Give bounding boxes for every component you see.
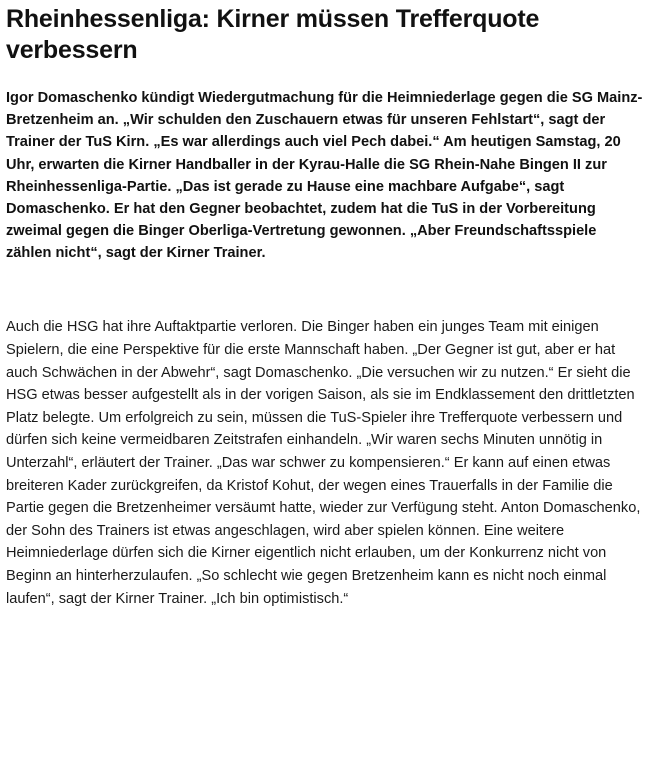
article-body-paragraph: Auch die HSG hat ihre Auftaktpartie verloren. Die Binger haben ein junges Team mit einigen Spielern, die eine Perspektive für die erste Mannschaft haben. „Der Gegner ist gut, aber er hat auch Schwächen in der Abwehr“, sagt Domaschenko. „Die versuchen wir zu nutzen.“ Er sieht die HSG etwas besser aufgestellt als in der vorigen Saison, als sie im Endklassement den drittletzten Platz belegte. Um erfolgreich zu sein, müssen die TuS-Spieler ihre Trefferquote verbessern und dürfen sich keine vermeidbaren Zeitstrafen einhandeln. „Wir waren sechs Minuten unnötig in Unterzahl“, erläutert der Trainer. „Das war schwer zu kompensieren.“ Er kann auf einen etwas breiteren Kader zurückgreifen, da Kristof Kohut, der wegen eines Trauerfalls in der Familie die Partie gegen die Bretzenheimer versäumt hatte, wieder zur Verfügung steht. Anton Domaschenko, der Sohn des Trainers ist etwas angeschlagen, wird aber spielen können. Eine weitere Heimniederlage dürfen sich die Kirner eigentlich nicht erlauben, um der Konkurrenz nicht von Beginn an hinterherzulaufen. „So schlecht wie gegen Bretzenheim kann es nicht noch einmal laufen“, sagt der Kirner Trainer. „Ich bin optimistisch.“	[6, 319, 641, 607]
article-lead-paragraph: Igor Domaschenko kündigt Wiedergutmachung für die Heimniederlage gegen die SG Mainz-Bretzenheim an. „Wir schulden den Zuschauern etwas für unseren Fehlstart“, sagt der Trainer der TuS Kirn. „Es war allerdings auch viel Pech dabei.“ Am heutigen Samstag, 20 Uhr, erwarten die Kirner Handballer in der Kyrau-Halle die SG Rhein-Nahe Bingen II zur Rheinhessenliga-Partie. „Das ist gerade zu Hause eine machbare Aufgabe“, sagt Domaschenko. Er hat den Gegner beobachtet, zudem hat die TuS in der Vorbereitung zweimal gegen die Binger Oberliga-Vertretung gewonnen. „Aber Freundschaftsspiele zählen nicht“, sagt der Kirner Trainer.	[6, 90, 643, 262]
page-title: Rheinhessenliga: Kirner müssen Trefferquote verbessern	[6, 5, 540, 64]
